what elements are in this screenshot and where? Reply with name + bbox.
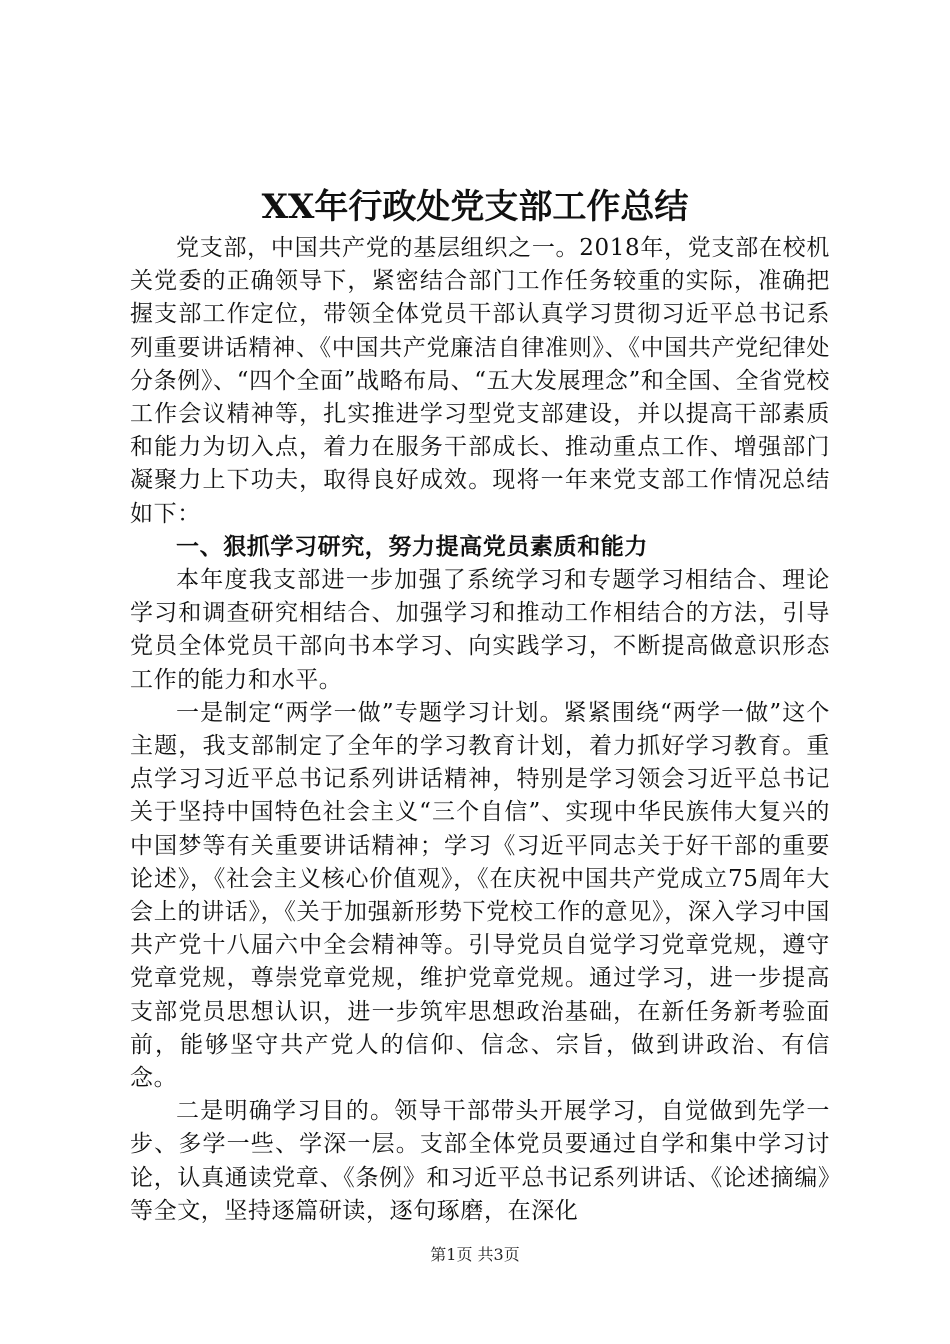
page-number-footer: 第1页 共3页 [430, 1245, 520, 1264]
document-title: XX年行政处党支部工作总结 [261, 187, 689, 227]
paragraph-section-1-summary: 本年度我支部进一步加强了系统学习和专题学习相结合、理论学习和调查研究相结合、加强学习和推动工作相结合的方法，引导党员全体党员干部向书本学习、向实践学习，不断提高做意识形态工作的能力和水平。 [130, 567, 830, 693]
section-heading-1: 一、狠抓学习研究，努力提高党员素质和能力 [176, 533, 648, 560]
document-body [130, 232, 830, 1228]
paragraph-study-goal: 二是明确学习目的。领导干部带头开展学习，自觉做到先学一步、多学一些、学深一层。支部全体党员要通过自学和集中学习讨论，认真通读党章、《条例》和习近平总书记系列讲话、《论述摘编》等全文，坚持逐篇研读，逐句琢磨，在深化 [130, 1098, 830, 1224]
paragraph-intro: 党支部，中国共产党的基层组织之一。2018年，党支部在校机关党委的正确领导下，紧密结合部门工作任务较重的实际，准确把握支部工作定位，带领全体党员干部认真学习贯彻习近平总书记系列重要讲话精神、《中国共产党廉洁自律准则》、《中国共产党纪律处分条例》、“四个全面”战略布局、“五大发展理念”和全国、全省党校工作会议精神等，扎实推进学习型党支部建设，并以提高干部素质和能力为切入点，着力在服务干部成长、推动重点工作、增强部门凝聚力上下功夫，取得良好成效。现将一年来党支部工作情况总结如下： [130, 235, 830, 527]
paragraph-study-plan: 一是制定“两学一做”专题学习计划。紧紧围绕“两学一做”这个主题，我支部制定了全年的学习教育计划，着力抓好学习教育。重点学习习近平总书记系列讲话精神，特别是学习领会习近平总书记关于坚持中国特色社会主义“三个自信”、实现中华民族伟大复兴的中国梦等有关重要讲话精神；学习《习近平同志关于好干部的重要论述》，《社会主义核心价值观》，《在庆祝中国共产党成立75周年大会上的讲话》，《关于加强新形势下党校工作的意见》，深入学习中国共产党十八届六中全会精神等。引导党员自觉学习党章党规，遵守党章党规，尊崇党章党规，维护党章党规。通过学习，进一步提高支部党员思想认识，进一步筑牢思想政治基础，在新任务新考验面前，能够坚守共产党人的信仰、信念、宗旨，做到讲政治、有信念。 [130, 699, 830, 1092]
